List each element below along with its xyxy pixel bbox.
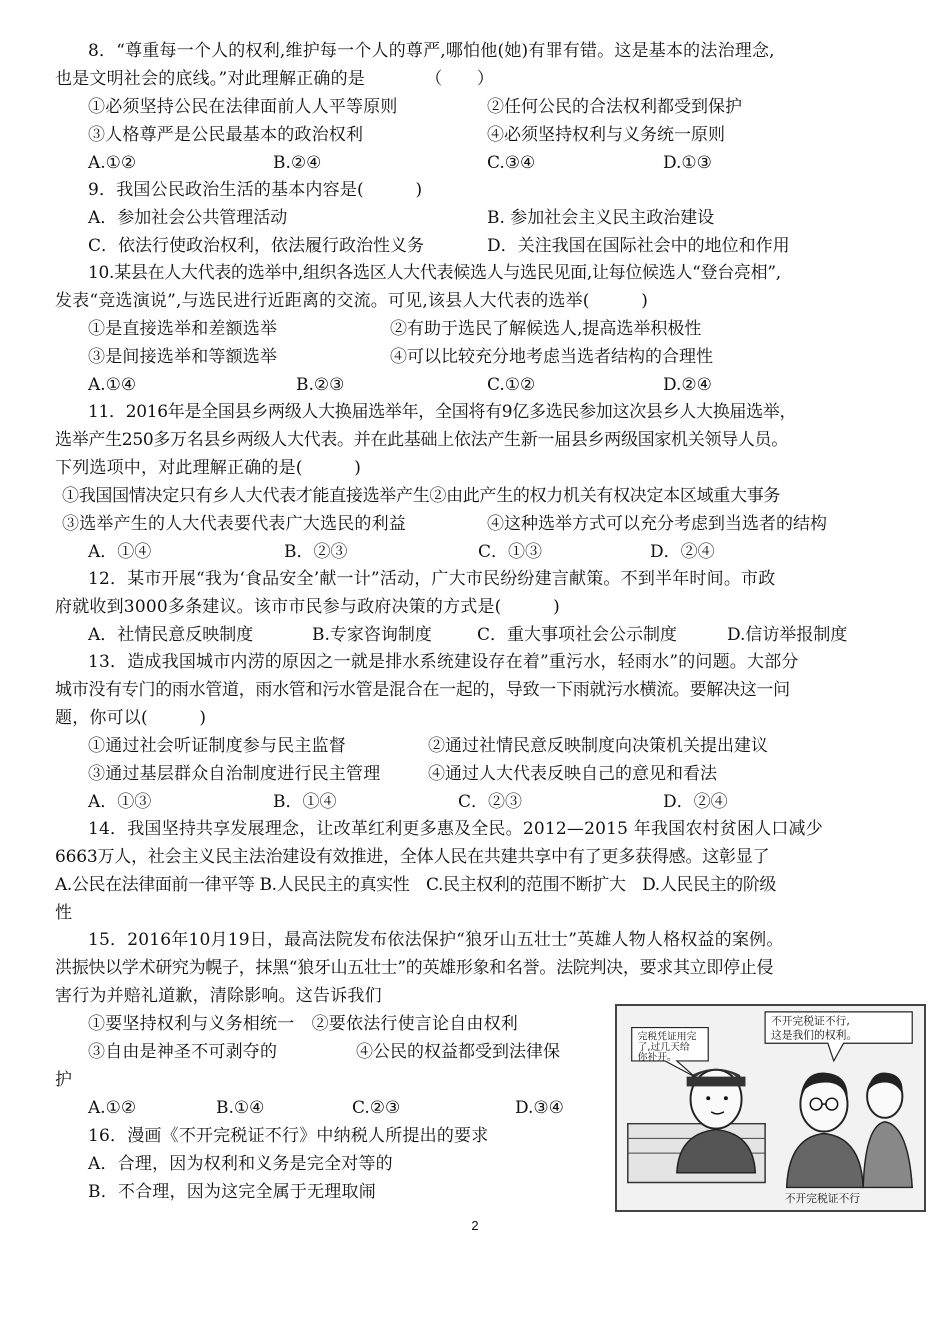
q11-stem-3: 下列选项中，对此理解正确的是( ) [55,458,362,478]
q12-choice-b: B.专家咨询制度 [312,625,432,645]
q10-choice-d: D.②④ [663,375,712,395]
q12-stem-2: 府就收到3000多条建议。该市市民参与政府决策的方式是( ) [55,597,560,617]
q13-choice-b: B．①④ [273,792,337,812]
q11-stem-1: 11．2016年是全国县乡两级人大换届选举年，全国将有9亿多选民参加这次县乡人大换届选举， [88,402,797,422]
q11-choice-a: A．①④ [88,542,152,562]
speech-officer-2: 了,过几天给 [637,1042,690,1054]
tax-cartoon [615,1004,926,1212]
q15-stem-2: 洪振快以学术研究为幌子，抹黑“狼牙山五壮士”的英雄形象和名誉。法院判决，要求其立即停止侵 [55,958,774,978]
q8-choice-a: A.①② [88,153,137,173]
q10-stem-1: 10.某县在人大代表的选举中,组织各选区人大代表候选人与选民见面,让每位候选人“登台亮相”, [88,263,781,283]
q13-stem-1: 13．造成我国城市内涝的原因之一就是排水系统建设存在着”重污水，轻雨水”的问题。大部分 [88,652,799,672]
q10-choice-c: C.①② [487,375,536,395]
q12-choice-c: C．重大事项社会公示制度 [477,625,678,645]
q15-option-4-wrap: 护 [55,1070,73,1090]
q8-stem-1: 8．“尊重每一个人的权利,维护每一个人的尊严,哪怕他(她)有罪有错。这是基本的法治理念, [88,41,775,61]
q10-option-4: ④可以比较充分地考虑当选者结构的合理性 [390,347,713,367]
q9-choice-d: D．关注我国在国际社会中的地位和作用 [487,236,790,256]
q16-choice-a: A．合理，因为权利和义务是完全对等的 [88,1154,393,1174]
q13-option-1: ①通过社会听证制度参与民主监督 [88,736,346,756]
q15-option-3: ③自由是神圣不可剥夺的 [88,1042,278,1062]
q11-option-4: ④这种选举方式可以充分考虑到当选者的结构 [487,514,827,534]
q15-option-4: ④公民的权益都受到法律保 [356,1042,560,1062]
q8-choice-c: C.③④ [487,153,536,173]
q15-choice-b: B.①④ [216,1098,265,1118]
q10-option-2: ②有助于选民了解候选人,提高选举积极性 [390,319,702,339]
speech-taxpayer-1: 不开完税证不行, [770,1014,850,1028]
q8-stem-2: 也是文明社会的底线。”对此理解正确的是 （ ） [55,69,495,89]
speech-officer-3: 你补开。 [637,1051,677,1063]
q9-choice-b: B. 参加社会主义民主政治建设 [487,208,715,228]
q8-option-3: ③人格尊严是公民最基本的政治权利 [88,125,364,145]
q15-choice-c: C.②③ [352,1098,401,1118]
q14-stem-2: 6663万人，社会主义民主法治建设有效推进，全体人民在共建共享中有了更多获得感。这彰显了 [55,847,770,867]
q9-choice-c: C．依法行使政治权利，依法履行政治性义务 [88,236,425,256]
speech-taxpayer-2: 这是我们的权利。 [770,1028,858,1042]
q15-stem-1: 15．2016年10月19日，最高法院发布依法保护“狼牙山五壮士”英雄人物人格权益的案例。 [88,930,784,950]
q8-option-4: ④必须坚持权利与义务统一原则 [487,125,725,145]
q14-stem-1: 14．我国坚持共享发展理念，让改革红利更多惠及全民。2012—2015 年我国农村贫困人口减少 [88,819,823,839]
q11-option-1-2: ①我国国情决定只有乡人大代表才能直接选举产生②由此产生的权力机关有权决定本区域重大事务 [62,486,781,506]
q12-choice-d: D.信访举报制度 [727,625,848,645]
q13-option-2: ②通过社情民意反映制度向决策机关提出建议 [428,736,768,756]
q16-choice-b: B．不合理，因为这完全属于无理取闹 [88,1182,376,1202]
q13-option-3: ③通过基层群众自治制度进行民主管理 [88,764,381,784]
q9-choice-a: A．参加社会公共管理活动 [88,208,288,228]
cartoon-illustration [617,1006,924,1210]
q12-choice-a: A．社情民意反映制度 [88,625,254,645]
q10-stem-2: 发表“竞选演说”,与选民进行近距离的交流。可见,该县人大代表的选举( ) [55,291,649,311]
q12-stem-1: 12．某市开展“我为‘食品安全’献一计”活动，广大市民纷纷建言献策。不到半年时间。市政 [88,569,776,589]
q13-choice-a: A．①③ [88,792,152,812]
q11-choice-b: B．②③ [284,542,348,562]
q10-choice-a: A.①④ [88,375,137,395]
q8-option-2: ②任何公民的合法权利都受到保护 [487,97,742,117]
q15-stem-3: 害行为并赔礼道歉，清除影响。这告诉我们 [55,986,382,1006]
q11-option-3: ③选举产生的人大代表要代表广大选民的利益 [62,514,406,534]
page-number: 2 [471,1218,479,1233]
q14-choices-wrap: 性 [55,903,73,923]
q15-choice-d: D.③④ [515,1098,564,1118]
q13-choice-d: D．②④ [663,792,728,812]
q15-option-1-2: ①要坚持权利与义务相统一 ②要依法行使言论自由权利 [88,1014,518,1034]
q8-choice-d: D.①③ [663,153,712,173]
q10-option-3: ③是间接选举和等额选举 [88,347,278,367]
q13-stem-2: 城市没有专门的雨水管道，雨水管和污水管是混合在一起的，导致一下雨就污水横流。要解决这一问 [55,680,790,700]
q11-stem-2: 选举产生250多万名县乡两级人大代表。并在此基础上依法产生新一届县乡两级国家机关领导人员。 [55,430,788,450]
q10-choice-b: B.②③ [296,375,345,395]
q11-choice-d: D．②④ [650,542,715,562]
q13-choice-c: C．②③ [458,792,523,812]
q10-option-1: ①是直接选举和差额选举 [88,319,278,339]
q13-option-4: ④通过人大代表反映自己的意见和看法 [428,764,717,784]
q8-option-1: ①必须坚持公民在法律面前人人平等原则 [88,97,398,117]
q11-choice-c: C．①③ [478,542,543,562]
speech-officer-1: 完税凭证用完 [637,1031,697,1043]
q14-choices: A.公民在法律面前一律平等 B.人民民主的真实性 C.民主权利的范围不断扩大 D.人民民主的阶级 [55,875,777,895]
q9-stem: 9．我国公民政治生活的基本内容是( ) [88,180,423,200]
q13-stem-3: 题，你可以( ) [55,708,207,728]
q15-choice-a: A.①② [88,1098,137,1118]
q8-choice-b: B.②④ [273,153,322,173]
q16-stem: 16．漫画《不开完税证不行》中纳税人所提出的要求 [88,1126,489,1146]
cartoon-caption: 不开完税证不行 [784,1192,861,1206]
